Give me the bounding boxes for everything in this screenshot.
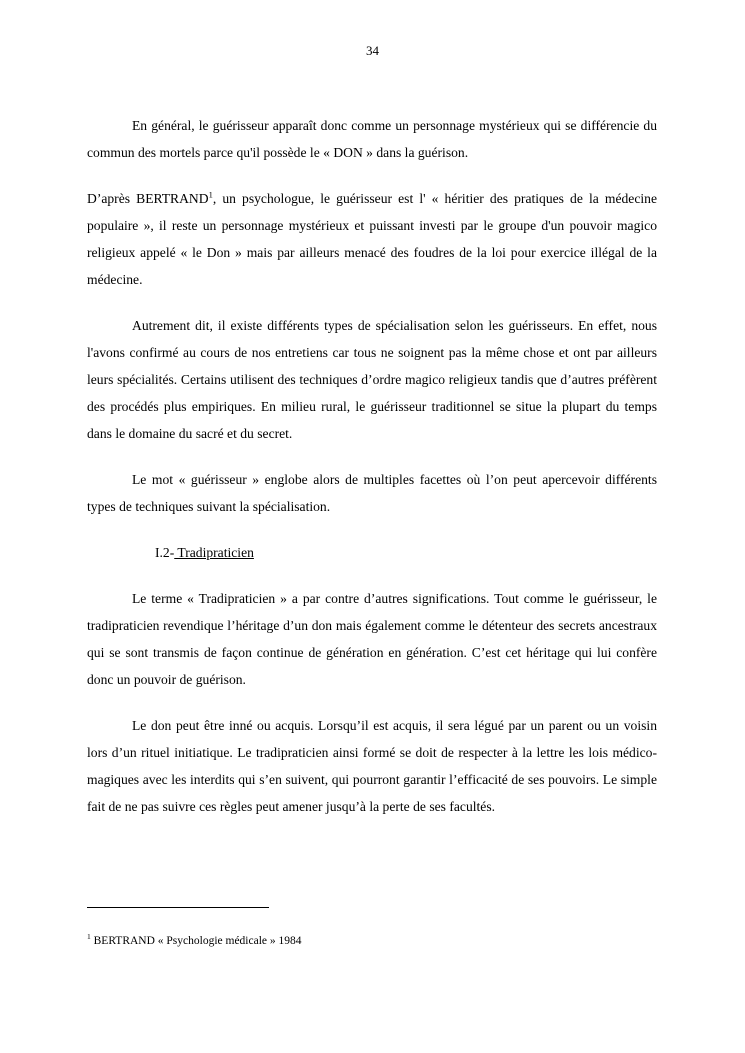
footnote-reference[interactable]: 1 xyxy=(208,189,213,200)
paragraph-mot-guerisseur: Le mot « guérisseur » englobe alors de multiples facettes où l’on peut apercevoir différents types de techniques suivant la spécialisation. xyxy=(87,472,657,514)
section-number: I.2- xyxy=(155,545,175,560)
footnote-separator xyxy=(87,907,269,908)
section-title: Tradipraticien xyxy=(174,545,254,560)
page-body xyxy=(87,112,657,839)
page-number: 34 xyxy=(366,43,379,58)
paragraph-bertrand xyxy=(87,185,657,293)
paragraph-bertrand-rest: , un psychologue, le guérisseur est l' « héritier des pratiques de la médecine populaire », il reste un personnage mystérieux et puissant investi par le groupe d'un pouvoir magico religieux appelé « le Don » mais par ailleurs menacé des foudres de la loi pour exercice illégal de la médecine. xyxy=(87,191,657,287)
paragraph-don: Le don peut être inné ou acquis. Lorsqu’il est acquis, il sera légué par un parent ou un voisin lors d’un rituel initiatique. Le tradipraticien ainsi formé se doit de respecter à la lettre les lois médico-magiques avec les interdits qui s’en suivent, qui pourront garantir l’efficacité de ses pouvoirs. Le simple fait de ne pas suivre ces règles peut amener jusqu’à la perte de ses facultés. xyxy=(87,718,657,814)
footnote-marker: 1 xyxy=(87,932,91,942)
paragraph-guerisseur-mysterieux: En général, le guérisseur apparaît donc comme un personnage mystérieux qui se différencie du commun des mortels parce qu'il possède le « DON » dans la guérison. xyxy=(87,118,657,160)
footnote xyxy=(87,933,302,949)
paragraph-specialisation: Autrement dit, il existe différents types de spécialisation selon les guérisseurs. En effet, nous l'avons confirmé au cours de nos entretiens car tous ne soignent pas la même chose et ont par ailleurs leurs spécialités. Certains utilisent des techniques d’ordre magico religieux tandis que d’autres préfèrent des procédés plus empiriques. En milieu rural, le guérisseur traditionnel se situe la plupart du temps dans le domaine du sacré et du secret. xyxy=(87,318,657,441)
paragraph-bertrand-lead: D’après BERTRAND xyxy=(87,191,209,206)
section-heading xyxy=(155,539,657,566)
footnote-text: BERTRAND « Psychologie médicale » 1984 xyxy=(90,935,302,947)
paragraph-terme-tradipraticien: Le terme « Tradipraticien » a par contre d’autres significations. Tout comme le guérisseur, le tradipraticien revendique l’héritage d’un don mais également comme le détenteur des secrets ancestraux qui se sont transmis de façon continue de génération en génération. C’est cet héritage qui lui confère donc un pouvoir de guérison. xyxy=(87,591,657,687)
